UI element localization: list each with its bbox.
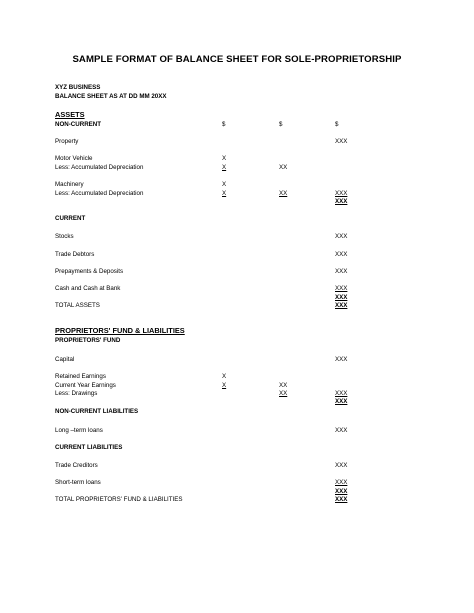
property-label: Property — [55, 138, 79, 145]
retained-earnings-label: Retained Earnings — [55, 373, 106, 380]
current-year-earnings-label: Current Year Earnings — [55, 382, 116, 389]
machinery-label: Machinery — [55, 181, 84, 188]
currency-col-1: $ — [222, 121, 226, 128]
non-current-total: XXX — [335, 198, 348, 205]
total-assets-label: TOTAL ASSETS — [55, 302, 100, 309]
mv-accum-dep-label: Less: Accumulated Depreciation — [55, 164, 144, 171]
current-heading: CURRENT — [55, 215, 86, 222]
cash-amount: XXX — [335, 285, 348, 292]
sheet-subtitle: BALANCE SHEET AS AT DD MM 20XX — [55, 93, 167, 100]
stocks-amount: XXX — [335, 233, 348, 240]
current-assets-total: XXX — [335, 294, 348, 301]
total-pfl-amount: XXX — [335, 496, 348, 503]
capital-amount: XXX — [335, 356, 348, 363]
prepayments-label: Prepayments & Deposits — [55, 268, 124, 275]
capital-label: Capital — [55, 356, 75, 363]
mach-accum-dep-label: Less: Accumulated Depreciation — [55, 190, 144, 197]
motor-vehicle-label: Motor Vehicle — [55, 155, 93, 162]
mach-accum-dep-amount: X — [222, 190, 227, 197]
drawings-label: Less: Drawings — [55, 390, 98, 397]
prepayments-amount: XXX — [335, 268, 348, 275]
non-current-heading: NON-CURRENT — [55, 121, 102, 128]
property-amount: XXX — [335, 138, 348, 145]
long-term-loans-label: Long –term loans — [55, 427, 103, 434]
machinery-cost: X — [222, 181, 227, 188]
motor-vehicle-cost: X — [222, 155, 227, 162]
retained-earnings-amount: X — [222, 373, 227, 380]
trade-debtors-label: Trade Debtors — [55, 251, 95, 258]
non-current-subtotal: XXX — [335, 190, 348, 197]
mach-net-amount: XX — [279, 190, 288, 197]
ncl-heading: NON-CURRENT LIABILITIES — [55, 408, 139, 415]
cash-label: Cash and Cash at Bank — [55, 285, 121, 292]
long-term-loans-amount: XXX — [335, 427, 348, 434]
currency-col-3: $ — [335, 121, 339, 128]
pfl-heading: PROPRIETORS' FUND & LIABILITIES — [55, 326, 185, 335]
drawings-amount: XX — [279, 390, 288, 397]
document-title: SAMPLE FORMAT OF BALANCE SHEET FOR SOLE-PROPRIETORSHIP — [72, 54, 402, 65]
mv-net-amount: XX — [279, 164, 288, 171]
currency-col-2: $ — [279, 121, 283, 128]
proprietors-fund-heading: PROPRIETORS' FUND — [55, 337, 121, 344]
mv-accum-dep-amount: X — [222, 164, 227, 171]
trade-creditors-label: Trade Creditors — [55, 462, 98, 469]
short-term-loans-label: Short-term loans — [55, 479, 101, 486]
total-assets-amount: XXX — [335, 302, 348, 309]
pf-subtotal: XXX — [335, 390, 348, 397]
short-term-loans-amount: XXX — [335, 479, 348, 486]
total-pfl-label: TOTAL PROPRIETORS' FUND & LIABILITIES — [55, 496, 183, 503]
company-name: XYZ BUSINESS — [55, 84, 101, 91]
stocks-label: Stocks — [55, 233, 74, 240]
earnings-subtotal: XX — [279, 382, 288, 389]
trade-creditors-amount: XXX — [335, 462, 348, 469]
current-year-earnings-amount: X — [222, 382, 227, 389]
pf-total: XXX — [335, 398, 348, 405]
current-liabilities-total: XXX — [335, 488, 348, 495]
cl-heading: CURRENT LIABILITIES — [55, 444, 123, 451]
assets-heading: ASSETS — [55, 110, 85, 119]
trade-debtors-amount: XXX — [335, 251, 348, 258]
